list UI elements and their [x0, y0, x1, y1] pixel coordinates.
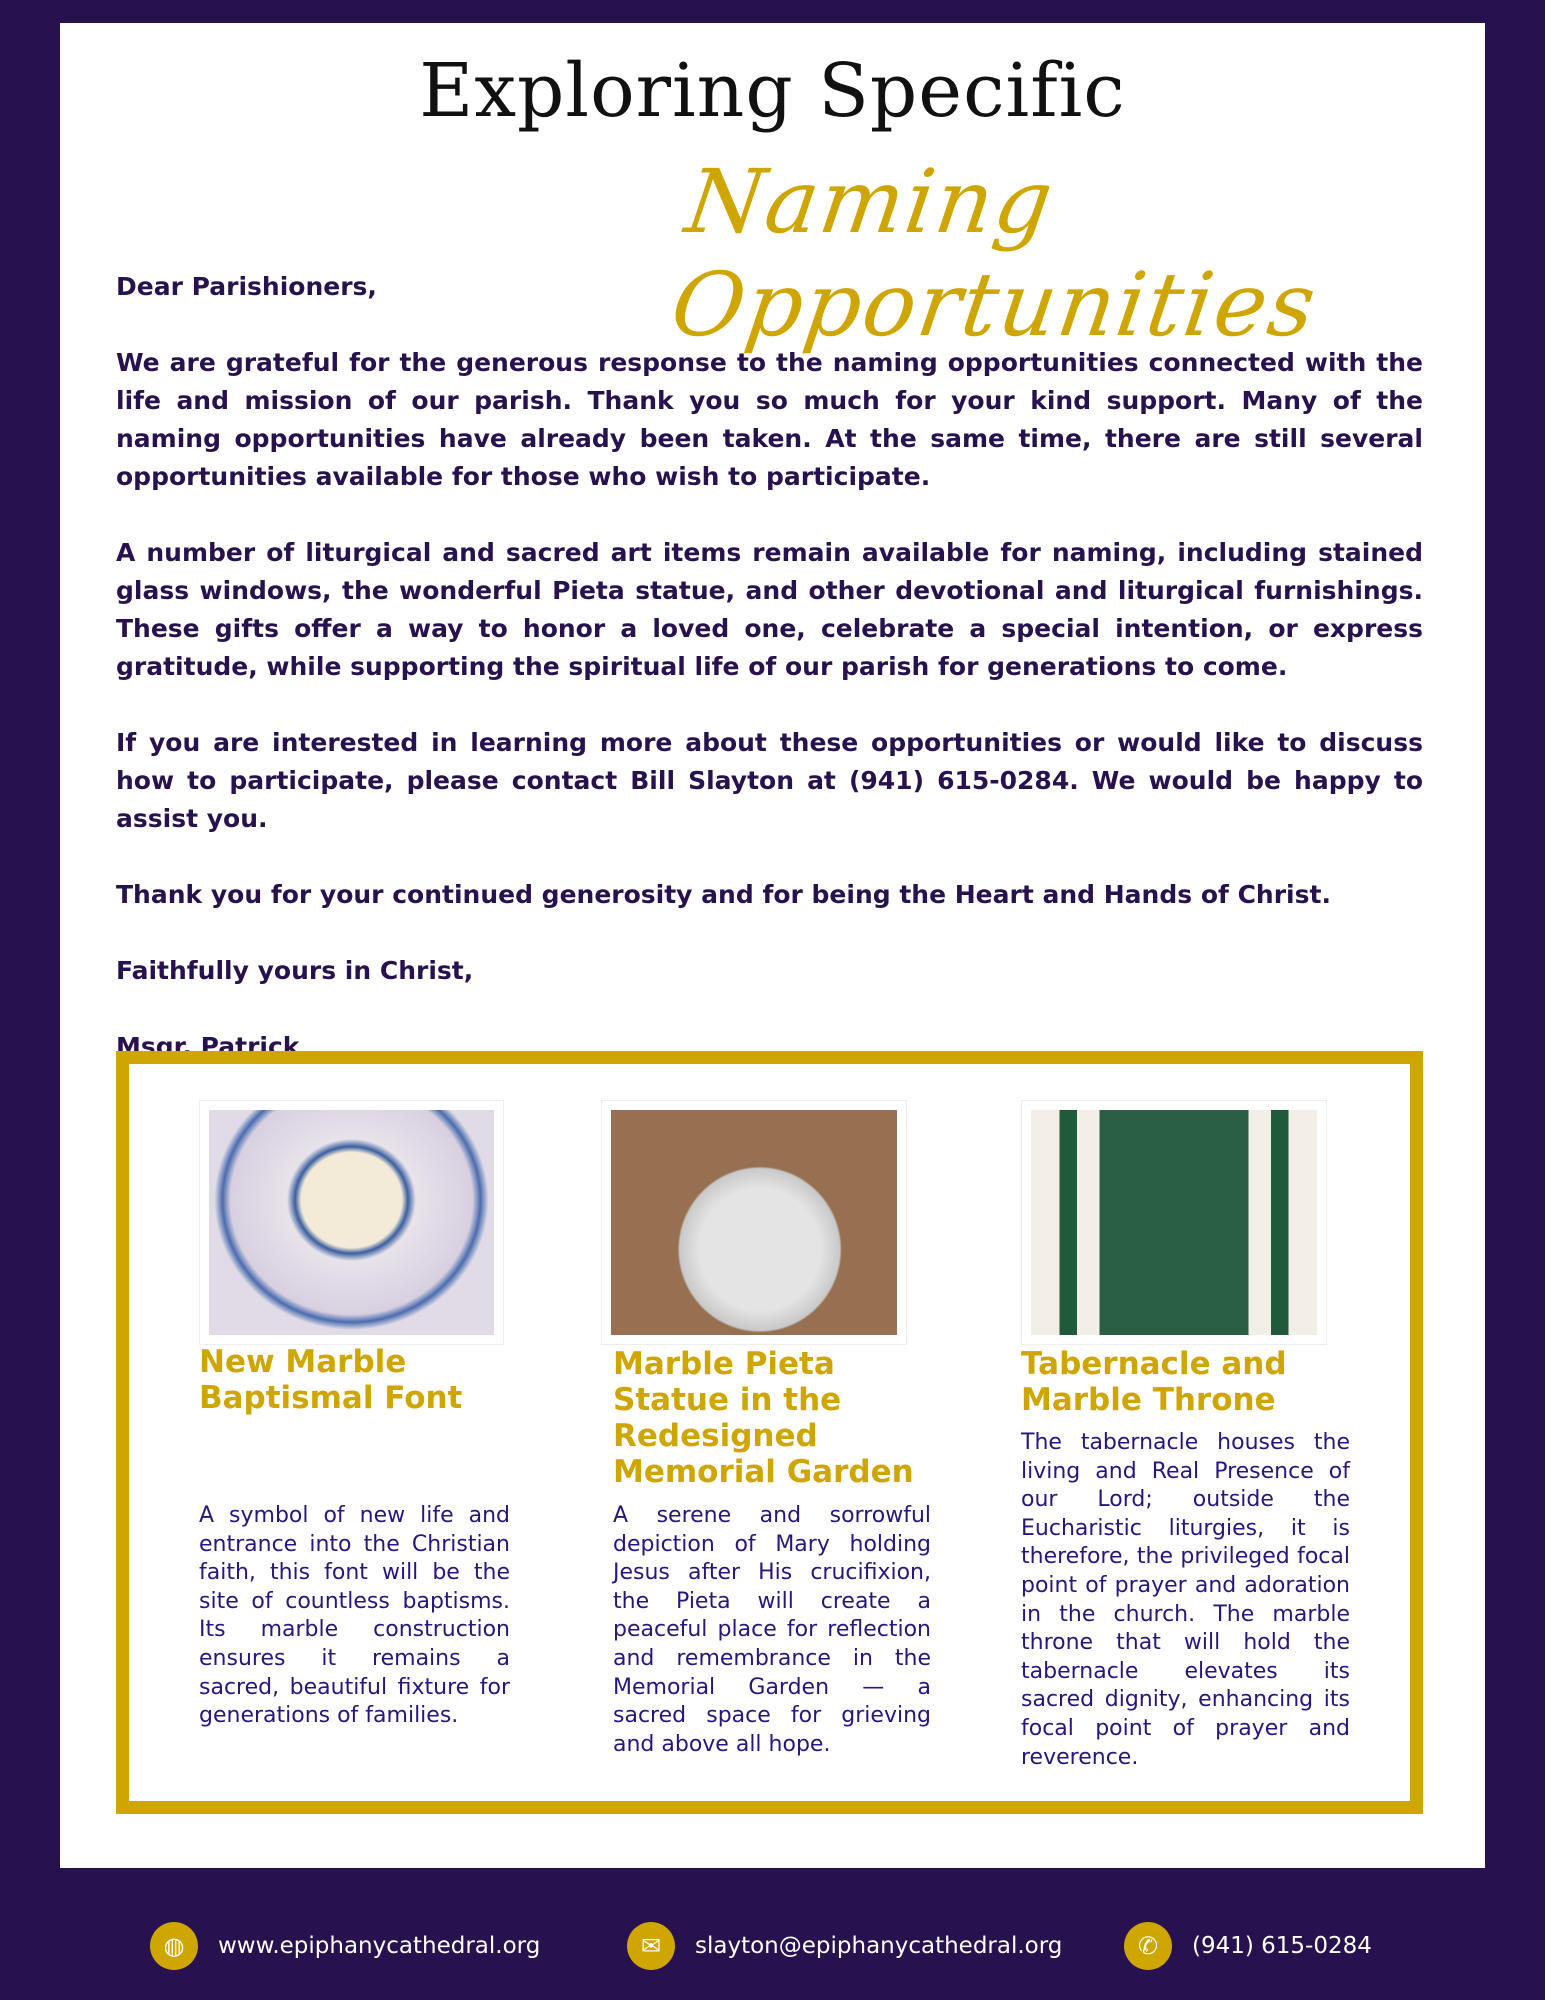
- phone-number[interactable]: (941) 615-0284: [1192, 1933, 1372, 1959]
- footer-phone[interactable]: [1124, 1922, 1372, 1970]
- website-link[interactable]: www.epiphanycathedral.org: [218, 1933, 541, 1959]
- letter-body: [116, 268, 1423, 1104]
- item-description: The tabernacle houses the living and Real Presence of our Lord; outside the Eucharistic liturgies, it is therefore, the privileged focal point of prayer and adoration in the church. The marble throne that will hold the tabernacle elevates its sacred dignity, enhancing its focal point of prayer and reverence.: [1021, 1430, 1350, 1770]
- paragraph: If you are interested in learning more about these opportunities or would like to discuss how to participate, please contact Bill Slayton at (941) 615-0284. We would be happy to assist you.: [116, 728, 1423, 833]
- item-description: A symbol of new life and entrance into the Christian faith, this font will be the site of countless baptisms. Its marble construction ensures it remains a sacred, beautiful fixture for generations of families.: [199, 1503, 510, 1729]
- paragraph: A number of liturgical and sacred art items remain available for naming, including stained glass windows, the wonderful Pieta statue, and other devotional and liturgical furnishings. These gifts offer a way to honor a loved one, celebrate a special intention, or express gratitude, while supporting the spiritual life of our parish for generations to come.: [116, 538, 1423, 681]
- closing: Faithfully yours in Christ,: [116, 956, 474, 985]
- paragraph: Thank you for your continued generosity and for being the Heart and Hands of Christ.: [116, 880, 1331, 909]
- item-description: A serene and sorrowful depiction of Mary holding Jesus after His crucifixion, the Pieta will create a peaceful place for reflection and remembrance in the Memorial Garden — a sacred space for grieving and above all hope.: [613, 1503, 931, 1757]
- greeting: Dear Parishioners,: [116, 272, 377, 301]
- baptismal-font-image: [199, 1100, 504, 1345]
- globe-icon: ◍: [150, 1922, 198, 1970]
- tabernacle-image: [1021, 1100, 1327, 1345]
- phone-icon: ✆: [1124, 1922, 1172, 1970]
- footer-email[interactable]: [627, 1922, 1062, 1970]
- email-link[interactable]: slayton@epiphanycathedral.org: [695, 1933, 1063, 1959]
- envelope-icon: ✉: [627, 1922, 675, 1970]
- item-title: Marble Pieta Statue in the Redesigned Memorial Garden: [613, 1346, 914, 1490]
- paragraph: We are grateful for the generous response to the naming opportunities connected with the life and mission of our parish. Thank you so much for your kind support. Many of the naming opportunities have already been taken. At the same time, there are still several opportunities available for those who wish to participate.: [116, 348, 1423, 491]
- item-title: Tabernacle and Marble Throne: [1021, 1346, 1287, 1418]
- page-subtitle: Naming Opportunities: [665, 150, 1324, 356]
- signature: Msgr. Patrick: [116, 1032, 300, 1061]
- footer-website[interactable]: [150, 1922, 540, 1970]
- page-title: Exploring Specific: [419, 48, 1126, 134]
- pieta-image: [601, 1100, 907, 1345]
- item-title: New Marble Baptismal Font: [199, 1344, 463, 1416]
